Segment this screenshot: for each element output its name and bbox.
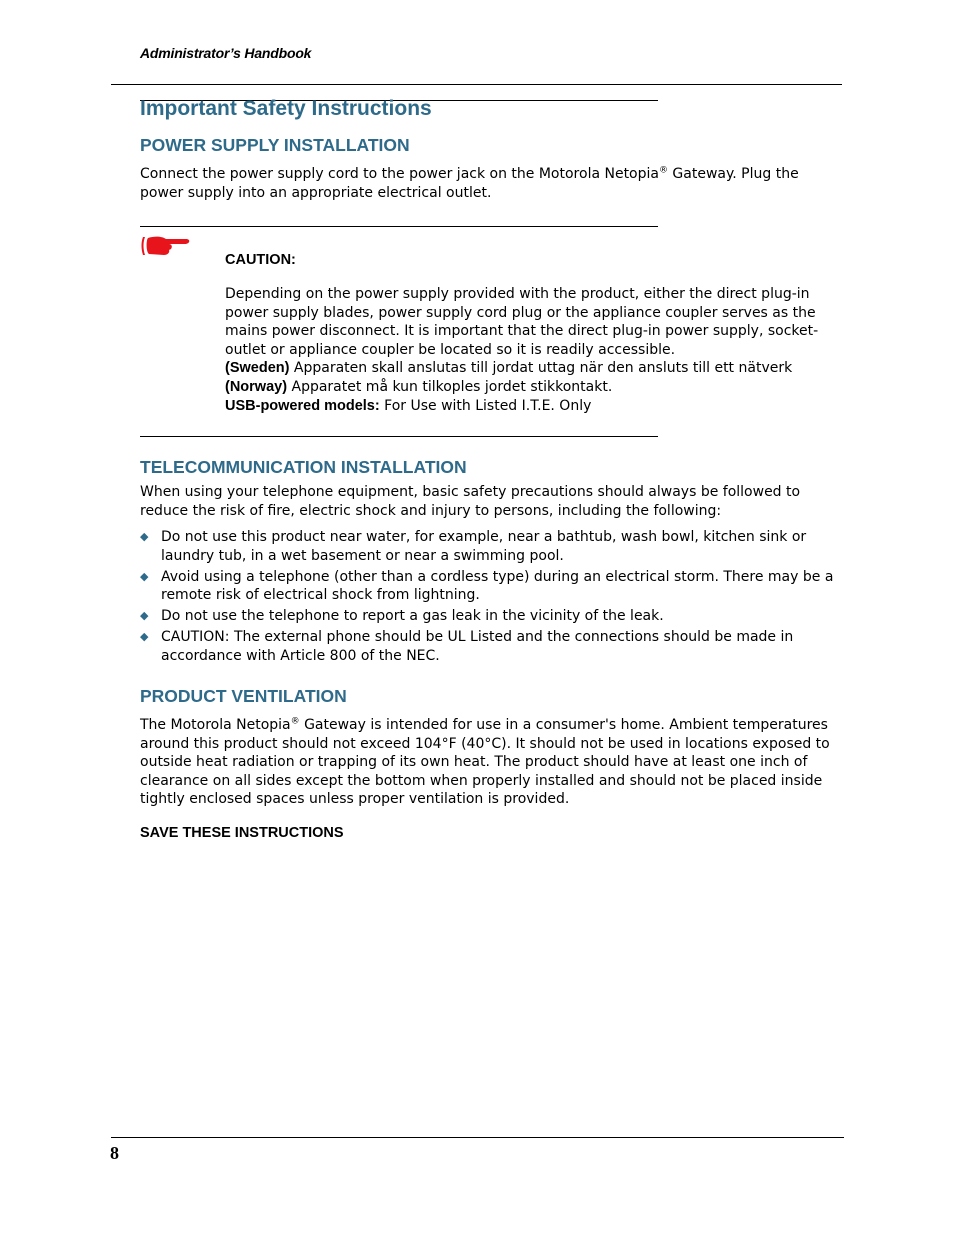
list-item: ◆ Do not use this product near water, for example, near a bathtub, wash bowl, kitchen sink or laundry tub, in a wet basement or near a swimming pool.: [140, 529, 807, 564]
page-title: Important Safety Instructions: [140, 97, 432, 120]
registered-mark: ®: [658, 165, 668, 176]
telecom-bullet-list: [140, 528, 844, 668]
power-supply-heading: POWER SUPPLY INSTALLATION: [140, 135, 410, 155]
caution-text: Depending on the power supply provided with the product, either the direct plug-in power supply blades, power supply cord plug or the appliance coupler serves as the mains power disconnect. It is important that the direct plug-in power supply, socket-outlet or appliance coupler be located so it is readily accessible.: [225, 286, 819, 358]
bullet-diamond-icon: ◆: [140, 569, 149, 583]
caution-usb: USB-powered models: For Use with Listed I.T.E. Only: [225, 397, 592, 414]
footer-rule: [111, 1137, 844, 1138]
registered-mark: ®: [290, 716, 300, 727]
caution-bottom-rule: [140, 436, 658, 437]
list-item: ◆ Avoid using a telephone (other than a cordless type) during an electrical storm. There may be a remote risk of electrical shock from lightning.: [140, 568, 834, 604]
running-header: Administrator’s Handbook: [140, 45, 312, 61]
ventilation-heading: PRODUCT VENTILATION: [140, 686, 347, 706]
caution-top-rule: [140, 226, 658, 227]
bullet-diamond-icon: ◆: [140, 630, 149, 644]
header-rule: [111, 84, 842, 85]
caution-norway: (Norway) Apparatet må kun tilkoples jordet stikkontakt.: [225, 378, 613, 395]
power-supply-text: Connect the power supply cord to the power jack on the Motorola Netopia® Gateway. Plug the power supply into an appropriate electrical outlet.: [140, 165, 799, 201]
bullet-diamond-icon: ◆: [140, 609, 149, 623]
page-number: 8: [110, 1143, 119, 1163]
caution-sweden: (Sweden) Apparaten skall anslutas till jordat uttag när den ansluts till ett nätverk: [225, 360, 793, 377]
list-item: ◆ Do not use the telephone to report a gas leak in the vicinity of the leak.: [140, 608, 664, 625]
pointing-hand-icon: [140, 233, 192, 259]
caution-label: CAUTION:: [225, 252, 296, 268]
save-instructions: SAVE THESE INSTRUCTIONS: [140, 825, 344, 841]
ventilation-text: The Motorola Netopia® Gateway is intended for use in a consumer's home. Ambient temperatures around this product should not exceed 104°F (40°C). It should not be used in locations exposed to outside heat radiation or trapping of its own heat. The product should have at least one inch of clearance on all sides except the bottom when properly installed and should not be placed inside tightly enclosed spaces unless proper ventilation is provided.: [140, 716, 830, 808]
telecom-intro: When using your telephone equipment, basic safety precautions should always be followed to reduce the risk of fire, electric shock and injury to persons, including the following:: [140, 484, 801, 519]
bullet-diamond-icon: ◆: [140, 530, 149, 543]
telecom-heading: TELECOMMUNICATION INSTALLATION: [140, 457, 467, 477]
caution-body: [225, 285, 850, 415]
list-item: ◆ CAUTION: The external phone should be UL Listed and the connections should be made in accordance with Article 800 of the NEC.: [140, 629, 794, 665]
